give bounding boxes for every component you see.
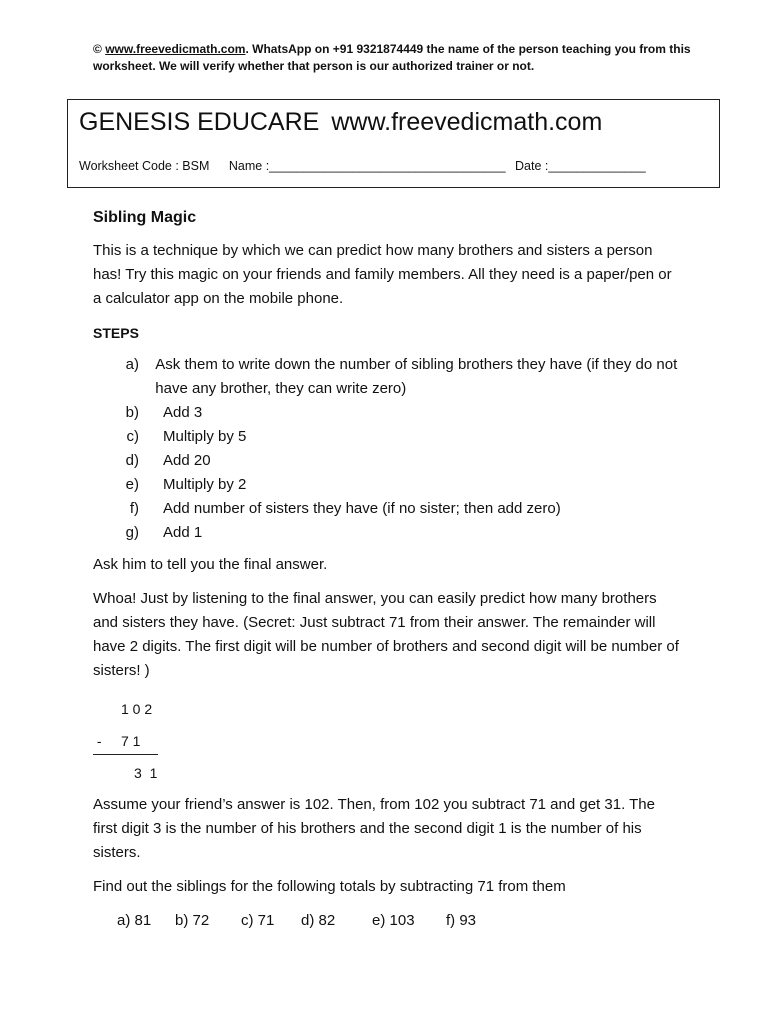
date-field: Date :______________	[515, 159, 646, 173]
step-marker: g)	[125, 524, 139, 541]
exercise-item: c) 71	[241, 912, 275, 929]
step-marker: b)	[125, 404, 139, 421]
step-item	[93, 401, 683, 425]
secret-paragraph: Whoa! Just by listening to the final answer, you can easily predict how many brothers and sisters they have. (Secret: Just subtract 71 from their answer. The remainder will have 2 digits. The first digit will be number of brothers and second digit will be number of sisters! )	[93, 590, 679, 679]
exercise-prompt: Find out the siblings for the following totals by subtracting 71 from them	[93, 878, 566, 895]
copyright-symbol: ©	[93, 42, 102, 56]
site-link[interactable]: www.freevedicmath.com	[105, 42, 246, 56]
brand-site: www.freevedicmath.com	[331, 108, 603, 136]
difference: 3 1	[134, 765, 158, 781]
step-text: Multiply by 5	[163, 428, 247, 445]
step-text: Add 20	[163, 452, 211, 469]
exercise-item: f) 93	[446, 912, 477, 929]
notice-text: . WhatsApp on +91 9321874449 the name of the person teaching you from this worksheet. We will verify whether that person is our authorized trainer or not.	[93, 42, 691, 73]
step-marker: e)	[125, 476, 139, 493]
step-marker: f)	[129, 500, 139, 517]
worksheet-header	[67, 99, 720, 188]
exercise-item: b) 72	[175, 912, 210, 929]
step-text: Ask them to write down the number of sibling brothers they have (if they do not have any brother, they can write zero)	[155, 356, 678, 397]
minuend: 1 0 2	[121, 701, 153, 717]
step-item	[93, 473, 683, 497]
steps-heading: STEPS	[93, 325, 139, 341]
worksheet-body	[93, 206, 683, 933]
exercise-item: e) 103	[372, 912, 415, 929]
ask-paragraph: Ask him to tell you the final answer.	[93, 556, 328, 573]
exercise-item: a) 81	[117, 912, 152, 929]
step-text: Multiply by 2	[163, 476, 247, 493]
brand-line	[79, 108, 602, 137]
worksheet-meta	[79, 159, 652, 173]
name-field: Name :__________________________________	[228, 159, 506, 173]
subtraction-example	[93, 693, 683, 789]
worksheet-code: Worksheet Code : BSM	[79, 159, 210, 173]
step-item	[93, 449, 683, 473]
step-text: Add 1	[163, 524, 203, 541]
step-item	[93, 425, 683, 449]
page-title: Sibling Magic	[93, 209, 197, 226]
step-marker: a)	[125, 356, 139, 373]
steps-list	[93, 353, 683, 545]
step-text: Add 3	[163, 404, 203, 421]
example-paragraph: Assume your friend’s answer is 102. Then, from 102 you subtract 71 and get 31. The first digit 3 is the number of his brothers and the second digit 1 is the number of his sisters.	[93, 796, 655, 861]
subtrahend: - 7 1	[93, 728, 158, 755]
authorization-notice	[93, 41, 693, 75]
intro-paragraph: This is a technique by which we can predict how many brothers and sisters a person has! Try this magic on your friends and family members. All they need is a paper/pen or a calculator app on the mobile phone.	[93, 242, 672, 307]
brand-name: GENESIS EDUCARE	[79, 108, 320, 136]
step-marker: c)	[126, 428, 139, 445]
step-text: Add number of sisters they have (if no sister; then add zero)	[163, 500, 561, 517]
step-item	[93, 497, 683, 521]
step-marker: d)	[125, 452, 139, 469]
exercise-item: d) 82	[301, 912, 336, 929]
step-item	[93, 521, 683, 545]
exercise-list	[93, 909, 683, 933]
step-item	[93, 353, 683, 401]
